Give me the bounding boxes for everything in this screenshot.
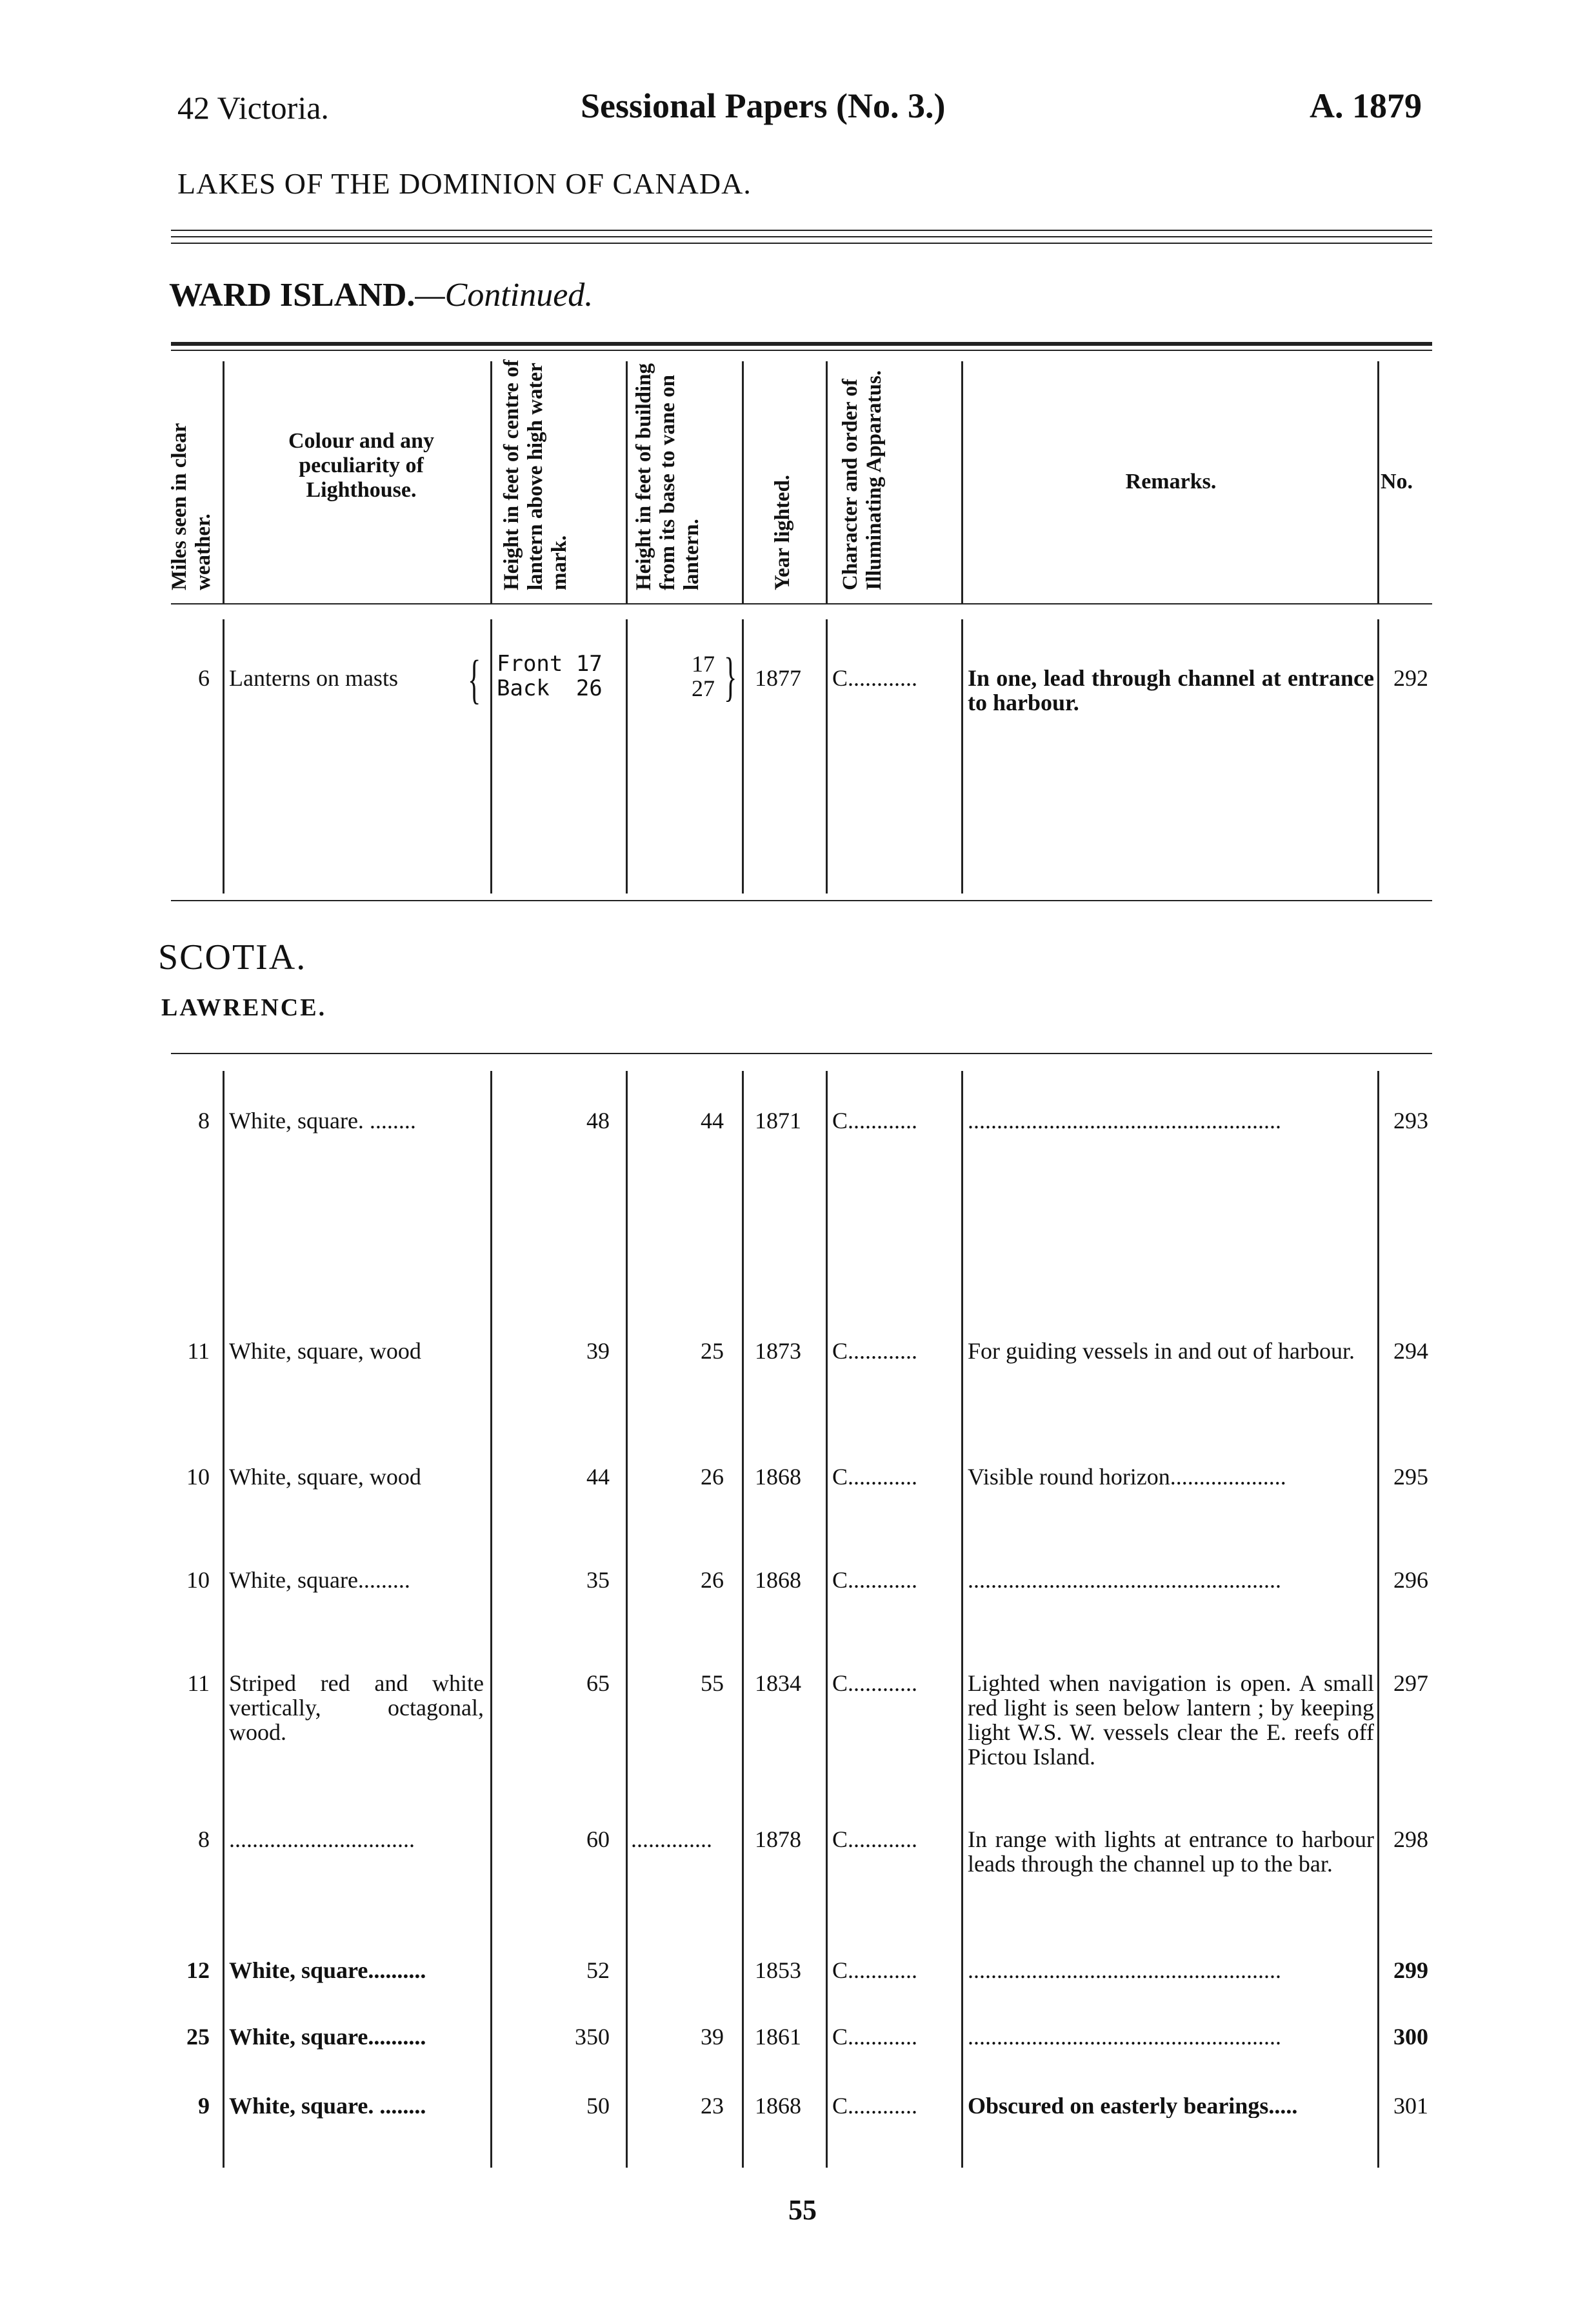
cell-colour: White, square.........	[229, 1567, 410, 1593]
cell-year: 1861	[755, 2024, 801, 2050]
column-rule	[223, 619, 224, 894]
column-header-height-building: Height in feet of building from its base to vane on lantern.	[632, 363, 703, 590]
brace-close: }	[724, 647, 737, 707]
cell-miles: 9	[198, 2093, 210, 2119]
divider	[171, 243, 1432, 244]
column-header-year: Year lighted.	[771, 474, 794, 590]
cell-height-water: 44	[586, 1464, 610, 1490]
column-rule	[742, 619, 744, 894]
column-rule	[626, 1071, 628, 2168]
cell-height-building: 26	[701, 1464, 724, 1490]
column-rule	[742, 361, 744, 603]
cell-no: 293	[1393, 1108, 1428, 1134]
column-header-height-water: Height in feet of centre of lantern above high water mark.	[500, 359, 571, 590]
cell-remarks: In range with lights at entrance to harbour leads through the channel up to the bar.	[968, 1826, 1374, 1877]
cell-colour: White, square, wood	[229, 1338, 421, 1364]
column-rule	[961, 1071, 963, 2168]
cell-miles: 8	[198, 1108, 210, 1134]
document-subtitle: LAKES OF THE DOMINION OF CANADA.	[177, 167, 752, 200]
cell-miles: 11	[187, 1338, 210, 1364]
column-rule	[1377, 1071, 1379, 2168]
cell-character: C............	[832, 1464, 918, 1490]
cell-remarks: ......................................................	[968, 1568, 1281, 1592]
cell-colour: ................................	[229, 1827, 415, 1852]
cell-remarks: ......................................................	[968, 1958, 1281, 1982]
section-title-ward-island	[169, 276, 593, 314]
section-end-rule	[171, 900, 1432, 901]
cell-miles: 6	[198, 665, 210, 691]
cell-character: C............	[832, 2024, 918, 2050]
cell-character: C............	[832, 1826, 918, 1852]
section-title-scotia: SCOTIA.	[158, 937, 307, 977]
cell-height-water: 50	[586, 2093, 610, 2119]
cell-colour: White, square, wood	[229, 1464, 421, 1490]
header-year: A. 1879	[1310, 86, 1422, 125]
cell-height-back: Back 26	[497, 675, 603, 701]
cell-height-water: 48	[586, 1108, 610, 1134]
cell-height-building: 23	[701, 2093, 724, 2119]
cell-colour: White, square..........	[229, 1957, 426, 1983]
cell-colour: White, square. ........	[229, 2093, 426, 2119]
cell-character: C............	[832, 1670, 918, 1696]
divider	[171, 230, 1432, 231]
header-papers: Sessional Papers (No. 3.)	[581, 86, 946, 125]
column-header-remarks: Remarks.	[1125, 470, 1217, 494]
column-rule	[1377, 619, 1379, 894]
cell-height-building: 25	[701, 1338, 724, 1364]
page-number: 55	[788, 2194, 817, 2226]
cell-colour: Striped red and white vertically, octagonal, wood.	[229, 1670, 484, 1745]
cell-year: 1873	[755, 1338, 801, 1364]
cell-no: 297	[1393, 1670, 1428, 1696]
brace-open: {	[468, 650, 481, 710]
cell-remarks: ......................................................	[968, 2024, 1281, 2049]
cell-character: C............	[832, 665, 918, 691]
column-rule	[490, 361, 492, 603]
column-rule	[223, 1071, 224, 2168]
cell-year: 1871	[755, 1108, 801, 1134]
cell-no: 298	[1393, 1826, 1428, 1852]
cell-height-building: 55	[701, 1670, 724, 1696]
cell-height-building: 26	[701, 1567, 724, 1593]
cell-year: 1868	[755, 1464, 801, 1490]
cell-character: C............	[832, 1338, 918, 1364]
cell-miles: 8	[198, 1826, 210, 1852]
column-rule	[961, 361, 963, 603]
table-top-rule	[171, 350, 1432, 351]
cell-remarks: ......................................................	[968, 1108, 1281, 1133]
cell-remarks: Obscured on easterly bearings.....	[968, 2093, 1298, 2118]
cell-height-building: 39	[701, 2024, 724, 2050]
cell-miles: 12	[186, 1957, 210, 1983]
column-rule	[223, 361, 224, 603]
cell-no: 299	[1393, 1957, 1428, 1983]
cell-height-water: 65	[586, 1670, 610, 1696]
cell-remarks: Visible round horizon....................	[968, 1464, 1286, 1489]
cell-remarks: Lighted when navigation is open. A small red light is seen below lantern ; by keeping light W.S. W. vessels clear the E. reefs off Pictou Island.	[968, 1670, 1374, 1770]
cell-height-building: ..............	[631, 1827, 712, 1852]
header-bottom-rule	[171, 603, 1432, 604]
column-rule	[490, 619, 492, 894]
cell-miles: 10	[186, 1567, 210, 1593]
column-header-character: Character and order of Illuminating Apparatus.	[839, 370, 886, 590]
cell-no: 295	[1393, 1464, 1428, 1490]
column-rule	[961, 619, 963, 894]
cell-year: 1868	[755, 1567, 801, 1593]
cell-character: C............	[832, 1957, 918, 1983]
cell-no: 300	[1393, 2024, 1428, 2050]
section-title-continued: —Continued.	[415, 277, 594, 314]
cell-year: 1834	[755, 1670, 801, 1696]
cell-miles: 25	[186, 2024, 210, 2050]
column-rule	[490, 1071, 492, 2168]
column-rule	[626, 361, 628, 603]
header-session: 42 Victoria.	[177, 90, 329, 126]
table-top-rule	[171, 342, 1432, 346]
table-top-rule	[171, 1053, 1432, 1054]
cell-remarks: In one, lead through channel at entrance to harbour.	[968, 665, 1374, 715]
cell-no: 296	[1393, 1567, 1428, 1593]
column-rule	[1377, 361, 1379, 603]
section-subtitle-lawrence: LAWRENCE.	[161, 994, 327, 1021]
cell-height-water: 35	[586, 1567, 610, 1593]
cell-height-building: 44	[701, 1108, 724, 1134]
cell-miles: 10	[186, 1464, 210, 1490]
cell-no: 294	[1393, 1338, 1428, 1364]
column-header-miles: Miles seen in clear weather.	[168, 423, 215, 590]
cell-no: 301	[1393, 2093, 1428, 2119]
cell-no: 292	[1393, 665, 1428, 691]
cell-year: 1878	[755, 1826, 801, 1852]
cell-height-front: Front 17	[497, 651, 603, 677]
section-title-main: WARD ISLAND.	[169, 277, 415, 314]
cell-height-water: 39	[586, 1338, 610, 1364]
cell-building-back: 27	[692, 675, 715, 701]
cell-miles: 11	[187, 1670, 210, 1696]
cell-height-water: 52	[586, 1957, 610, 1983]
column-rule	[826, 1071, 828, 2168]
column-rule	[742, 1071, 744, 2168]
column-rule	[826, 619, 828, 894]
cell-character: C............	[832, 1567, 918, 1593]
cell-remarks: For guiding vessels in and out of harbour.	[968, 1338, 1355, 1364]
column-header-no: No.	[1381, 470, 1413, 494]
cell-height-water: 350	[575, 2024, 610, 2050]
column-header-colour: Colour and any peculiarity of Lighthouse.	[288, 429, 435, 502]
cell-colour: Lanterns on masts	[229, 665, 398, 691]
cell-year: 1853	[755, 1957, 801, 1983]
cell-colour: White, square..........	[229, 2024, 426, 2050]
cell-character: C............	[832, 2093, 918, 2119]
cell-character: C............	[832, 1108, 918, 1134]
cell-colour: White, square. ........	[229, 1108, 416, 1134]
divider	[171, 236, 1432, 237]
cell-building-front: 17	[692, 651, 715, 677]
cell-year: 1868	[755, 2093, 801, 2119]
cell-height-water: 60	[586, 1826, 610, 1852]
cell-year: 1877	[755, 665, 801, 691]
column-rule	[626, 619, 628, 894]
column-rule	[826, 361, 828, 603]
